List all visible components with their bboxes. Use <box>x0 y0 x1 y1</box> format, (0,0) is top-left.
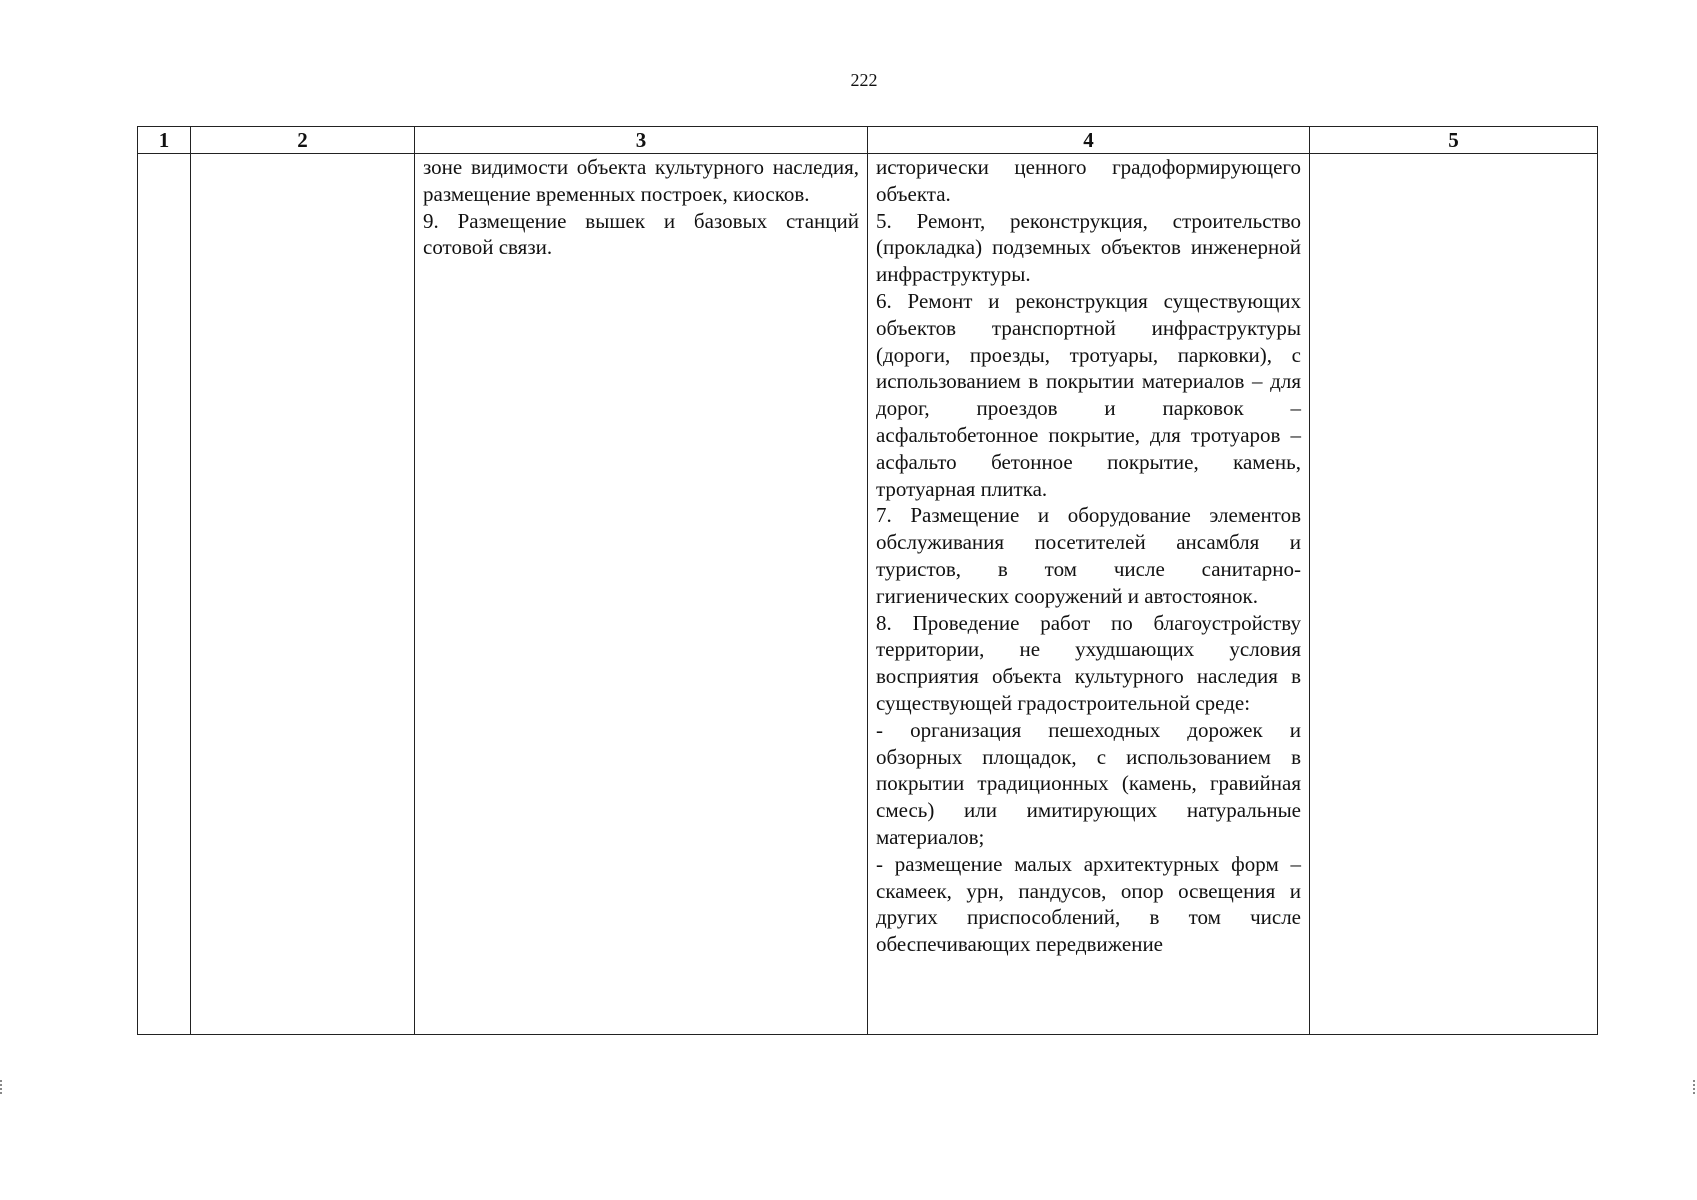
column-header-4: 4 <box>868 127 1310 154</box>
col3-paragraph: 9. Размещение вышек и базовых станций сотовой связи. <box>423 208 859 260</box>
cell-col-1 <box>138 154 191 1035</box>
cell-col-3 <box>415 154 868 1035</box>
page-number: 222 <box>850 70 878 90</box>
col4-paragraph: 8. Проведение работ по благоустройству территории, не ухудшающих условия восприятия объекта культурного наследия в существующей градостроительной среде: <box>876 610 1301 715</box>
cell-col-2 <box>191 154 415 1035</box>
col4-paragraph: - размещение малых архитектурных форм – скамеек, урн, пандусов, опор освещения и других приспособлений, в том числе обеспечивающих передвижение <box>876 851 1301 957</box>
column-header-3: 3 <box>415 127 868 154</box>
table-header-row <box>138 127 1598 154</box>
regulations-table <box>137 126 1598 1035</box>
scan-edge-mark-left <box>0 1080 4 1094</box>
column-header-2: 2 <box>191 127 415 154</box>
col4-paragraph: 6. Ремонт и реконструкция существующих объектов транспортной инфраструктуры (дороги, проезды, тротуары, парковки), с использованием в покрытии материалов – для дорог, проездов и парковок – асфальтобетонное покрытие, для тротуаров – асфальто бетонное покрытие, камень, тротуарная плитка. <box>876 288 1301 501</box>
column-header-1: 1 <box>138 127 191 154</box>
cell-col-4 <box>868 154 1310 1035</box>
col4-paragraph: - организация пешеходных дорожек и обзорных площадок, с использованием в покрытии традиционных (камень, гравийная смесь) или имитирующих натуральные материалов; <box>876 717 1301 849</box>
cell-col-5 <box>1310 154 1598 1035</box>
scan-edge-mark-right <box>1693 1080 1697 1094</box>
column-header-5: 5 <box>1310 127 1598 154</box>
col3-paragraph: зоне видимости объекта культурного наследия, размещение временных построек, киосков. <box>423 155 859 206</box>
col4-paragraph: 5. Ремонт, реконструкция, строительство (прокладка) подземных объектов инженерной инфраструктуры. <box>876 208 1301 287</box>
col4-paragraph: исторически ценного градоформирующего объекта. <box>876 155 1301 206</box>
col4-paragraph: 7. Размещение и оборудование элементов обслуживания посетителей ансамбля и туристов, в том числе санитарно-гигиенических сооружений и автостоянок. <box>876 503 1301 608</box>
table-row <box>138 154 1598 1035</box>
